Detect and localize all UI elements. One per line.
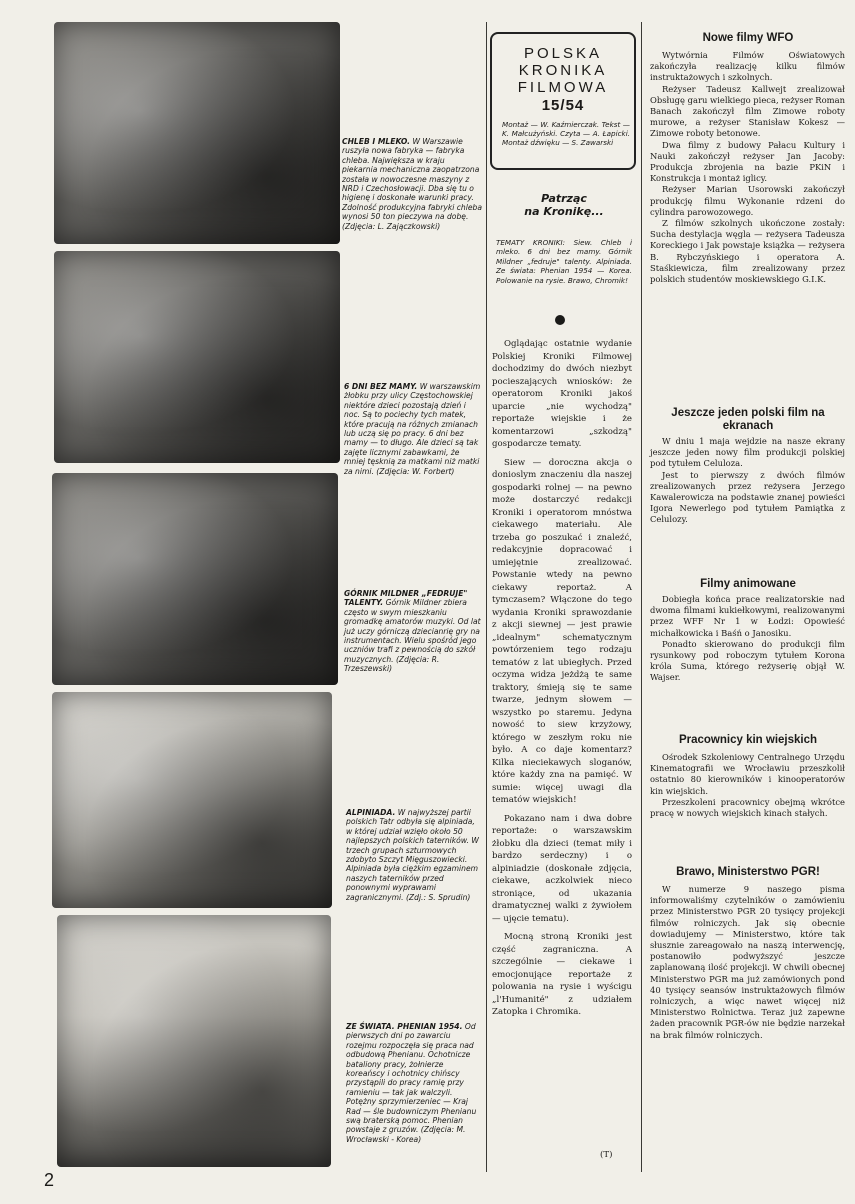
review-paragraph: Mocną stroną Kroniki jest część zagraniczna. A szczególnie — ciekawe i emocjonujące reportaże z polowania na rysie i wyścigu „l'Humanité" z udziałem Zatopka i Chromika. xyxy=(492,932,632,1017)
column-rule-right xyxy=(641,22,642,1172)
review-paragraph: Pokazano nam i dwa dobre reportaże: o warszawskim żłobku dla dzieci (temat miły i bardzo serdeczny) i o alpiniadzie (doskonałe zdjęcia, ciekawe, aczkolwiek nieco stroniące, od ukazania dramatycznej walki z żywiołem — ujęcie tematu). xyxy=(492,813,632,924)
section-paragraph: Przeszkoleni pracownicy obejmą wkrótce pracę w nowych wiejskich kinach stałych. xyxy=(650,796,845,819)
column-rule-left xyxy=(486,22,487,1172)
section-paragraph: Dobiegła końca prace realizatorskie nad dwoma filmami kukiełkowymi, realizowanymi przez WFF Nr 1 w Łodzi: Opowieść michałkowicka i Baśń o Janosiku. xyxy=(650,594,845,638)
section-body-new-film xyxy=(650,436,845,526)
section-paragraph: Reżyser Tadeusz Kallwejt zrealizował Obsługę garu wielkiego pieca, reżyser Roman Banach zakończył film Zimowe roboty murowe, a reżyser Stanisław Kokesz — Zimowe roboty betonowe. xyxy=(650,83,845,139)
section-body-rural-cinema xyxy=(650,752,845,819)
masthead-credits: Montaż — W. Kaźmierczak. Tekst — K. Małcużyński. Czyta — A. Łapicki. Montaż dźwięku — S. Zawarski xyxy=(502,120,630,147)
section-paragraph: Wytwórnia Filmów Oświatowych zakończyła realizację kilku filmów instruktażowych i szkolnych. xyxy=(650,50,845,83)
section-heading-rural-cinema: Pracownicy kin wiejskich xyxy=(678,734,818,746)
section-paragraph: Ponadto skierowano do produkcji film rysunkowy pod roboczym tytułem Korona króla Suma, którego reżyserię objął W. Wajser. xyxy=(650,638,845,683)
caption-nursery: 6 DNI BEZ MAMY. W warszawskim żłobku przy ulicy Częstochowskiej niektóre dzieci pozostają dzień i noc. Są to pociechy tych matek, które pracują na różnych zmianach lub uczą się po pracy. 6 dni bez mamy — to długo. Ale dzieci są tak zajęte licznymi zabawkami, że mniej tęsknią za matkami niż matki za nimi. (Zdjęcia: W. Forbert) xyxy=(344,382,481,476)
photo-phenian xyxy=(57,915,331,1167)
review-paragraph: Oglądając ostatnie wydanie Polskiej Kroniki Filmowej dochodzimy do dwóch niezbyt pocieszających wniosków: że operatorom Kroniki jakoś uparcie „nie wychodzą" reportaże wiejskie i że komentarzowi „szkodzą" gospodarcze tematy. xyxy=(492,339,632,449)
masthead-line-2: KRONIKA xyxy=(518,62,608,79)
section-paragraph: W numerze 9 naszego pisma informowaliśmy czytelników o zamówieniu przez Ministerstwo PGR 20 tysięcy projekcji filmów rolniczych. Jak się obecnie dowiadujemy — Ministerstwo, które tak słusznie zareagowało na naszą interwencję, postanowiło podwyższyć jeszcze zaplanowaną ilość projekcji. W chwili obecnej Ministerstwo PGR ma już zamówionych pond 40 tysięcy seansów instruktażowych filmów rolniczych, a więc nawet więcej niż Ministerstwo Rolnictwa. Teraz już zapewne żaden pracownik PGR-ów nie będzie narzekał na brak filmów rolniczych. xyxy=(650,884,845,1040)
photo-nursery xyxy=(54,251,340,463)
section-body-animated xyxy=(650,594,845,684)
section-paragraph: Jest to pierwszy z dwóch filmów zrealizowanych przez reżysera Jerzego Kawalerowicza na podstawie znanej powieści Igora Newerlego pod tytułem Pamiątka z Celulozy. xyxy=(650,469,845,525)
heading-line-1: Patrząc xyxy=(541,192,587,205)
section-heading-animated: Filmy animowane xyxy=(700,578,796,590)
section-paragraph: W dniu 1 maja wejdzie na nasze ekrany jeszcze jeden nowy film produkcji polskiej pod tytułem Celuloza. xyxy=(650,436,845,469)
masthead-issue: 15/54 xyxy=(541,97,585,114)
section-paragraph: Dwa filmy z budowy Pałacu Kultury i Nauki zakończył reżyser Jan Jacoby: Produkcja zbrojenia na bazie PKiN i Konstrukcja i montaż iglicy. xyxy=(650,139,845,184)
photo-miner-music xyxy=(52,473,338,685)
article-signature: (T) xyxy=(600,1150,613,1160)
section-paragraph: Ośrodek Szkoleniowy Centralnego Urzędu Kinematografii we Wrocławiu przeszkolił ostatnio 80 kierowników i kinooperatorów kin wiejskich. xyxy=(650,752,845,796)
column-heading xyxy=(500,192,628,218)
review-article xyxy=(492,338,632,1019)
masthead-line-3: FILMOWA xyxy=(517,79,609,96)
photo-bread-factory xyxy=(54,22,340,244)
section-body-wfo xyxy=(650,50,845,285)
section-heading-pgr: Brawo, Ministerstwo PGR! xyxy=(676,866,820,878)
section-body-pgr xyxy=(650,884,845,1041)
section-paragraph: Reżyser Marian Usorowski zakończył produkcję filmu Wykonanie rdzeni do cylindra parowozowego. xyxy=(650,184,845,217)
section-paragraph: Z filmów szkolnych ukończone zostały: Sucha destylacja węgla — reżysera Tadeusza Koreckiego i Jak powstaje książka — reżysera B. Rybczyńskiego i operatora A. Staśkiewicza, film zrealizowany przez polskich studentów moskiewskiego G.I.K. xyxy=(650,218,845,285)
caption-miner: GÓRNIK MILDNER „FEDRUJE" TALENTY. Górnik Mildner zbiera często w swym mieszkaniu gromadkę amatorów muzyki. Od lat już uczy górniczą dziecianrię gry na instrumentach. Wielu spośród jego uczniów trafi z pewnością do szkół muzycznych. (Zdjęcia: R. Trzeszewski) xyxy=(344,589,481,674)
photo-alpiniada xyxy=(52,692,332,908)
review-paragraph: Siew — doroczna akcja o donioslym znaczeniu dla naszej gospodarki rolnej — na pewno może dostarczyć redakcji Kroniki i operatorom mnóstwa ciekawego materiału. Ale trzeba go poszukać i znaleźć, redakcyjnie dopracować i umiejętnie zrealizować. Powstanie wtedy na pewno ciekawy reportaż. A tymczasem? Włączone do tego wydania Kroniki sprawozdanie z akcji siewnej — jest prawie „idealnym" schematycznym powtórzeniem tego rodzaju tematów z lat ubiegłych. Przed oczyma widza jeżdżą te same traktory, śmieją się te same twarze, jednym słowem — wszystko po staremu. Jedyna nowość to siew krzyżowy, którego w zeszłym roku nie było. A co daje komentarz? Kilka nieciekawych sloganów, które każdy zna na pamięć. W sumie: więcej uwagi dla tematów wiejskich! xyxy=(492,457,632,805)
page-number: 2 xyxy=(44,1170,55,1190)
chronicle-topics: TEMATY KRONIKI: Siew. Chleb i mleko. 6 dni bez mamy. Górnik Mildner „fedruje" talenty. Alpiniada. Ze świata: Phenian 1954 — Korea. Polowanie na rysie. Brawo, Chromik! xyxy=(496,238,632,285)
caption-world: ZE ŚWIATA. PHENIAN 1954. Od pierwszych dni po zawarciu rozejmu rozpoczęła się praca nad odbudową Phenianu. Ochotnicze bataliony pracy, żołnierze koreańscy i ochotnicy chińscy przystąpili do pracy ramię przy ramieniu — tak jak walczyli. Potężny sprzymierzeniec — Kraj Rad — śle budowniczym Phenianu swą braterską pomoc. Phenian powstaje z gruzów. (Zdjęcia: M. Wrocławski - Korea) xyxy=(346,1022,477,1144)
separator-dot xyxy=(555,315,565,325)
masthead-line-1: POLSKA xyxy=(523,45,603,62)
caption-alpine: ALPINIADA. W najwyższej partii polskich Tatr odbyła się alpiniada, w której udział wzięło około 50 najlepszych polskich taterników. W trzech grupach szturmowych zdobyto Szczyt Mięguszowiecki. Alpiniada była ciężkim egzaminem naszych taterników przed ponownymi wyprawami zagranicznymi. (Zdj.: S. Sprudin) xyxy=(346,808,479,902)
kronika-masthead xyxy=(490,32,636,170)
section-heading-new-film: Jeszcze jeden polski film na ekranach xyxy=(671,407,825,432)
caption-bread: CHLEB I MLEKO. W Warszawie ruszyła nowa fabryka — fabryka chleba. Największa w kraju piekarnia mechaniczna zaopatrzona została w nowoczesne maszyny z NRD i Czechosłowacji. Dba się tu o higienę i doskonałe warunki pracy. Zdolność produkcyjna fabryki chleba wynosi 50 ton pieczywa na dobę. (Zdjęcia: L. Zajączkowski) xyxy=(342,137,482,231)
heading-line-2: na Kronikę... xyxy=(524,205,604,218)
section-heading-wfo: Nowe filmy WFO xyxy=(702,32,794,44)
